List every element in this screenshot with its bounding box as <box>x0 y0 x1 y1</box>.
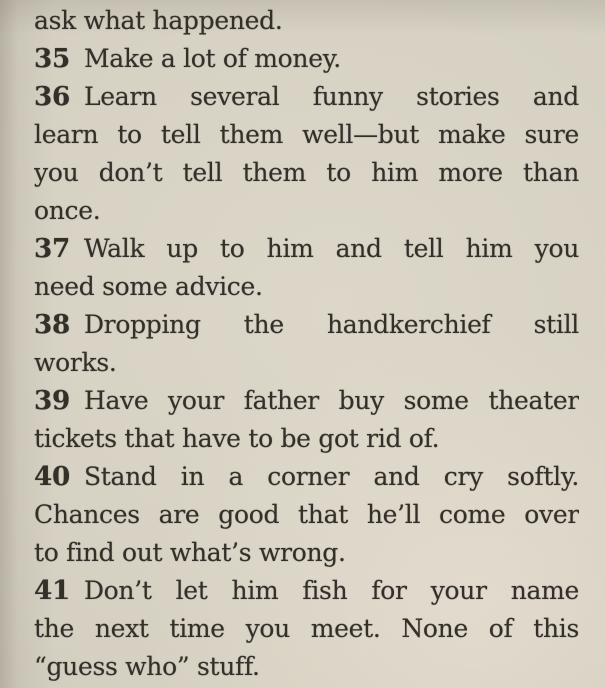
item-number: 40 <box>34 461 70 492</box>
text-line <box>34 40 579 78</box>
text-line <box>34 496 579 534</box>
text-line <box>34 610 579 648</box>
item-number: 35 <box>34 43 70 74</box>
line-text: learn to tell them well—but make sure <box>34 120 579 149</box>
text-line <box>34 268 579 306</box>
continuation-line <box>34 2 579 40</box>
line-text: Dropping the handkerchief still <box>83 310 579 339</box>
text-line <box>34 116 579 154</box>
item-number: 41 <box>34 575 70 606</box>
line-text: to find out what’s wrong. <box>34 538 346 567</box>
line-text: ask what happened. <box>34 6 283 35</box>
line-text: Chances are good that he’ll come over <box>34 500 579 529</box>
text-line <box>34 458 579 496</box>
item-number: 37 <box>34 233 70 264</box>
line-text: Learn several funny stories and <box>83 82 579 111</box>
line-text: “guess who” stuff. <box>34 652 260 681</box>
line-text: Stand in a corner and cry softly. <box>83 462 579 491</box>
line-text: Walk up to him and tell him you <box>83 234 579 263</box>
line-text: Make a lot of money. <box>83 44 341 73</box>
text-line <box>34 572 579 610</box>
line-text: once. <box>34 196 101 225</box>
text-line <box>34 154 579 192</box>
text-line <box>34 344 579 382</box>
line-text: tickets that have to be got rid of. <box>34 424 440 453</box>
text-line <box>34 78 579 116</box>
line-text: Have your father buy some theater <box>83 386 579 415</box>
line-text: you don’t tell them to him more than <box>34 158 579 187</box>
text-line <box>34 534 579 572</box>
item-number: 36 <box>34 81 70 112</box>
line-text: works. <box>34 348 117 377</box>
line-text: the next time you meet. None of this <box>34 614 579 643</box>
line-text: Don’t let him fish for your name <box>83 576 579 605</box>
text-line <box>34 420 579 458</box>
text-line <box>34 230 579 268</box>
text-line <box>34 648 579 686</box>
line-text: need some advice. <box>34 272 263 301</box>
item-number: 39 <box>34 385 70 416</box>
text-line <box>34 192 579 230</box>
text-line <box>34 306 579 344</box>
item-number: 38 <box>34 309 70 340</box>
text-line <box>34 382 579 420</box>
